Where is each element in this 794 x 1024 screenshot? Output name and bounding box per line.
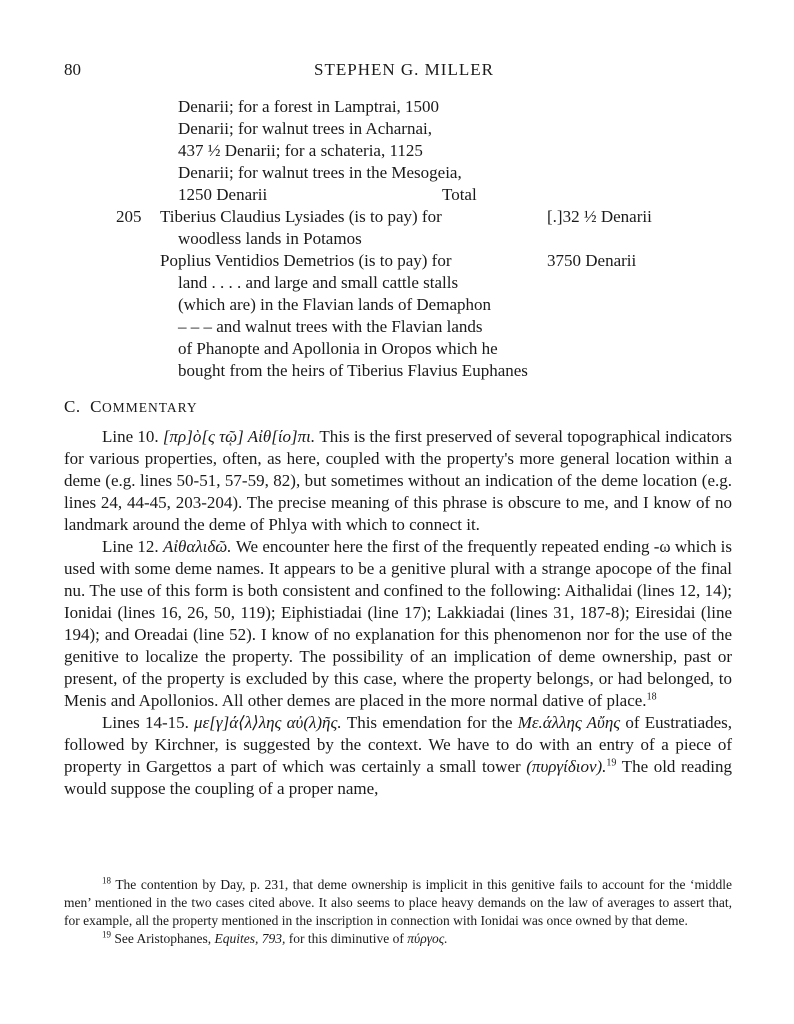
ledger-entry: 205 Tiberius Claudius Lysiades (is to pay) for [.]32 ½ Denarii [116,207,652,226]
footnote: $^{18}$ The contention by Day, p. 231, that deme ownership is implicit in this genitive fails to account for the ‘middle men’ mentioned in the two cases cited above. It also seems to place heavy demands on the law of averages to assert that, for example, all the property mentioned in the inscription in connection with Ionidai was once owned by that deme. [64,875,732,928]
footnote-number: 19 [102,929,111,940]
running-head: STEPHEN G. MILLER [314,60,494,79]
ledger-line: bought from the heirs of Tiberius Flavius Euphanes [178,361,528,380]
commentary-paragraph: Line 12. Αἰθαλιδῶ. We encounter here the first of the frequently repeated ending -ω which is used with some deme names. It appears to be a genitive plural with a strange apocope of the final nu. The use of this form is both consistent and confined to the following: Aithalidai (lines 12, 14); Ionidai (lines 16, 26, 50, 119); Eiphistiadai (line 17); Lakkiadai (lines 31, 187-8); Eiresidai (line 194); and Oreadai (line 52). I know of no explanation for this phenomenon nor for the use of the genitive to localize the property. The possibility of an implication of deme ownership, past or present, of the property is excluded by this case, where the property belongs, or had belonged, to Menis and Apollonios. All other demes are placed in the more normal dative of place.$^{18}$ [64,537,733,710]
footnote-ref[interactable]: 18 [646,691,657,703]
footnote: $^{19}$ See Aristophanes, Equites, 793, for this diminutive of πύργος. [102,929,448,946]
section-heading: C. COMMENTARY [64,397,198,416]
lemma-greek: με[γ]ά⟨λ⟩λης αὐ(λ)ῆς. [194,713,342,732]
ledger-line: woodless lands in Potamos [178,229,362,248]
lemma-label: Line 12. [102,537,159,556]
ledger-continuation [64,96,744,382]
lemma-greek: [πρ]ὸ[ς τῷ] Αἰθ[ίο]πι. [162,427,316,446]
inscription-line-number: 205 [116,207,142,226]
lemma-label: Lines 14-15. [102,713,189,732]
commentary-paragraph: Line 10. [πρ]ὸ[ς τῷ] Αἰθ[ίο]πι. This is the first preserved of several topographical indicators for various properties, often, as here, coupled with the property's more general location within a deme (e.g. lines 50-51, 57-59, 82), but sometimes without an indication of the deme location (e.g. lines 24, 44-45, 203-204). The precise meaning of this phrase is obscure to me, and I know of no landmark around the deme of Phlya with which to connect it. [64,427,733,534]
entry-amount: [.]32 ½ Denarii [547,207,652,226]
lemma-greek: Αἰθαλιδῶ. [162,537,232,556]
page-header [64,60,744,82]
entry-amount: 3750 Denarii [547,251,637,270]
ledger-line: land . . . . and large and small cattle stalls [178,273,459,292]
ledger-line: Denarii; for a forest in Lamptrai, 1500 [178,97,440,116]
footnotes [64,876,732,948]
total-label: Total [442,185,477,204]
ledger-line: 437 ½ Denarii; for a schateria, 1125 [178,141,423,160]
ledger-entry: Poplius Ventidios Demetrios (is to pay) for 3750 Denarii [160,251,637,270]
commentary-paragraph: Lines 14-15. με[γ]ά⟨λ⟩λης αὐ(λ)ῆς. This emendation for the Με.άλλης Αὔης of Eustratiades, followed by Kirchner, is suggested by the context. We have to do with an entry of a piece of property in Gargettos a part of which was certainly a small tower (πυργίδιον).$^{19}$ The old reading would suppose the coupling of a proper name, [64,713,733,798]
page-number: 80 [64,60,81,79]
ledger-line: 1250 Denarii Total [178,185,477,204]
ledger-line: Denarii; for walnut trees in the Mesogeia, [178,163,462,182]
footnote-ref[interactable]: 19 [606,757,617,769]
footnote-number: 18 [102,875,111,886]
commentary-body [64,426,732,800]
ledger-line: Denarii; for walnut trees in Acharnai, [178,119,432,138]
lemma-label: Line 10. [102,427,159,446]
ledger-line: of Phanopte and Apollonia in Oropos which he [178,339,498,358]
ledger-line: – – – and walnut trees with the Flavian lands [178,317,483,336]
ledger-line: (which are) in the Flavian lands of Demaphon [178,295,491,314]
